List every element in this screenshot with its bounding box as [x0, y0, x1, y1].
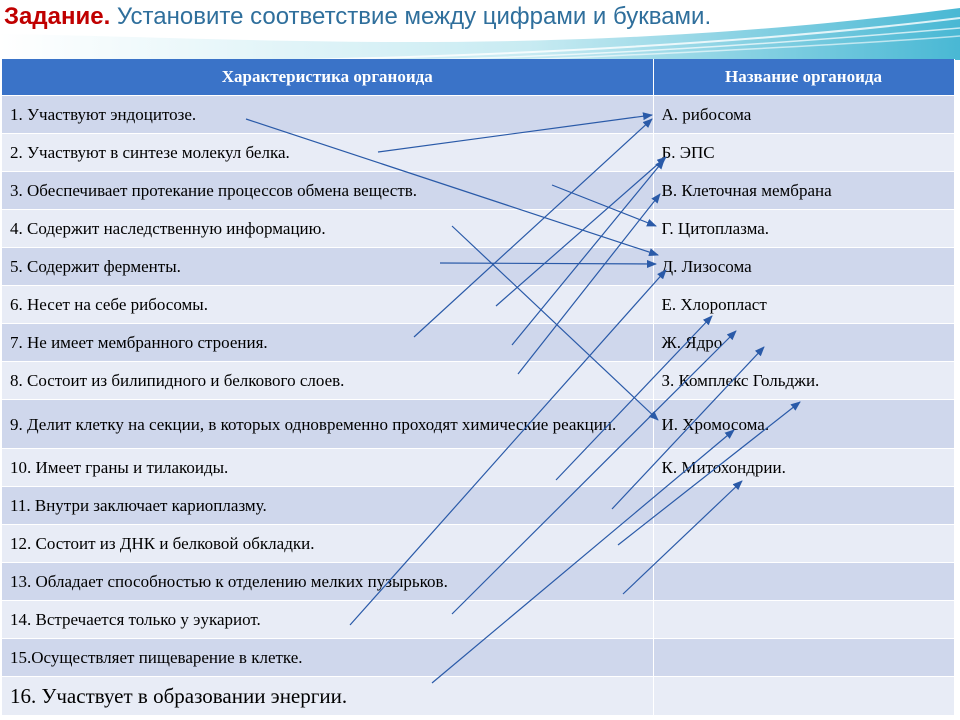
characteristic-cell: 7. Не имеет мембранного строения.	[2, 324, 653, 362]
organelle-cell: Ж. Ядро	[653, 324, 954, 362]
header-characteristic: Характеристика органоида	[2, 59, 653, 96]
characteristic-cell: 6. Несет на себе рибосомы.	[2, 286, 653, 324]
organelle-cell	[653, 639, 954, 677]
organelle-cell: В. Клеточная мембрана	[653, 172, 954, 210]
organelle-cell	[653, 525, 954, 563]
characteristic-cell: 5. Содержит ферменты.	[2, 248, 653, 286]
characteristic-cell: 14. Встречается только у эукариот.	[2, 601, 653, 639]
header-organelle-name: Название органоида	[653, 59, 954, 96]
table-row	[2, 449, 954, 487]
characteristic-cell: 16. Участвует в образовании энергии.	[2, 677, 653, 716]
table-row	[2, 248, 954, 286]
task-title	[4, 2, 711, 32]
table-row	[2, 639, 954, 677]
characteristic-cell: 3. Обеспечивает протекание процессов обмена веществ.	[2, 172, 653, 210]
task-text: Установите соответствие между цифрами и буквами.	[116, 3, 712, 30]
characteristic-cell: 10. Имеет граны и тилакоиды.	[2, 449, 653, 487]
table-row	[2, 400, 954, 449]
organelle-cell: К. Митохондрии.	[653, 449, 954, 487]
characteristic-cell: 12. Состоит из ДНК и белковой обкладки.	[2, 525, 653, 563]
table-row	[2, 525, 954, 563]
table-row	[2, 677, 954, 716]
table-row	[2, 563, 954, 601]
organelle-cell	[653, 563, 954, 601]
organelle-cell: Б. ЭПС	[653, 134, 954, 172]
characteristic-cell: 8. Состоит из билипидного и белкового слоев.	[2, 362, 653, 400]
table-row	[2, 96, 954, 134]
characteristic-cell: 1. Участвуют эндоцитозе.	[2, 96, 653, 134]
organelle-cell	[653, 677, 954, 716]
characteristic-cell: 11. Внутри заключает кариоплазму.	[2, 487, 653, 525]
table-header-row	[2, 59, 954, 96]
characteristic-cell: 13. Обладает способностью к отделению мелких пузырьков.	[2, 563, 653, 601]
organelle-cell: И. Хромосома.	[653, 400, 954, 449]
matching-table	[2, 59, 955, 715]
organelle-cell: А. рибосома	[653, 96, 954, 134]
table-row	[2, 487, 954, 525]
organelle-cell: З. Комплекс Гольджи.	[653, 362, 954, 400]
characteristic-cell: 9. Делит клетку на секции, в которых одновременно проходят химические реакции.	[2, 400, 653, 449]
task-label: Задание.	[4, 3, 111, 30]
table-row	[2, 210, 954, 248]
organelle-cell: Е. Хлоропласт	[653, 286, 954, 324]
table-row	[2, 134, 954, 172]
characteristic-cell: 15.Осуществляет пищеварение в клетке.	[2, 639, 653, 677]
organelle-cell	[653, 601, 954, 639]
table-row	[2, 172, 954, 210]
table-row	[2, 362, 954, 400]
organelle-cell	[653, 487, 954, 525]
organelle-cell: Д. Лизосома	[653, 248, 954, 286]
organelle-cell: Г. Цитоплазма.	[653, 210, 954, 248]
characteristic-cell: 2. Участвуют в синтезе молекул белка.	[2, 134, 653, 172]
table-row	[2, 601, 954, 639]
table-row	[2, 286, 954, 324]
characteristic-cell: 4. Содержит наследственную информацию.	[2, 210, 653, 248]
table-row	[2, 324, 954, 362]
